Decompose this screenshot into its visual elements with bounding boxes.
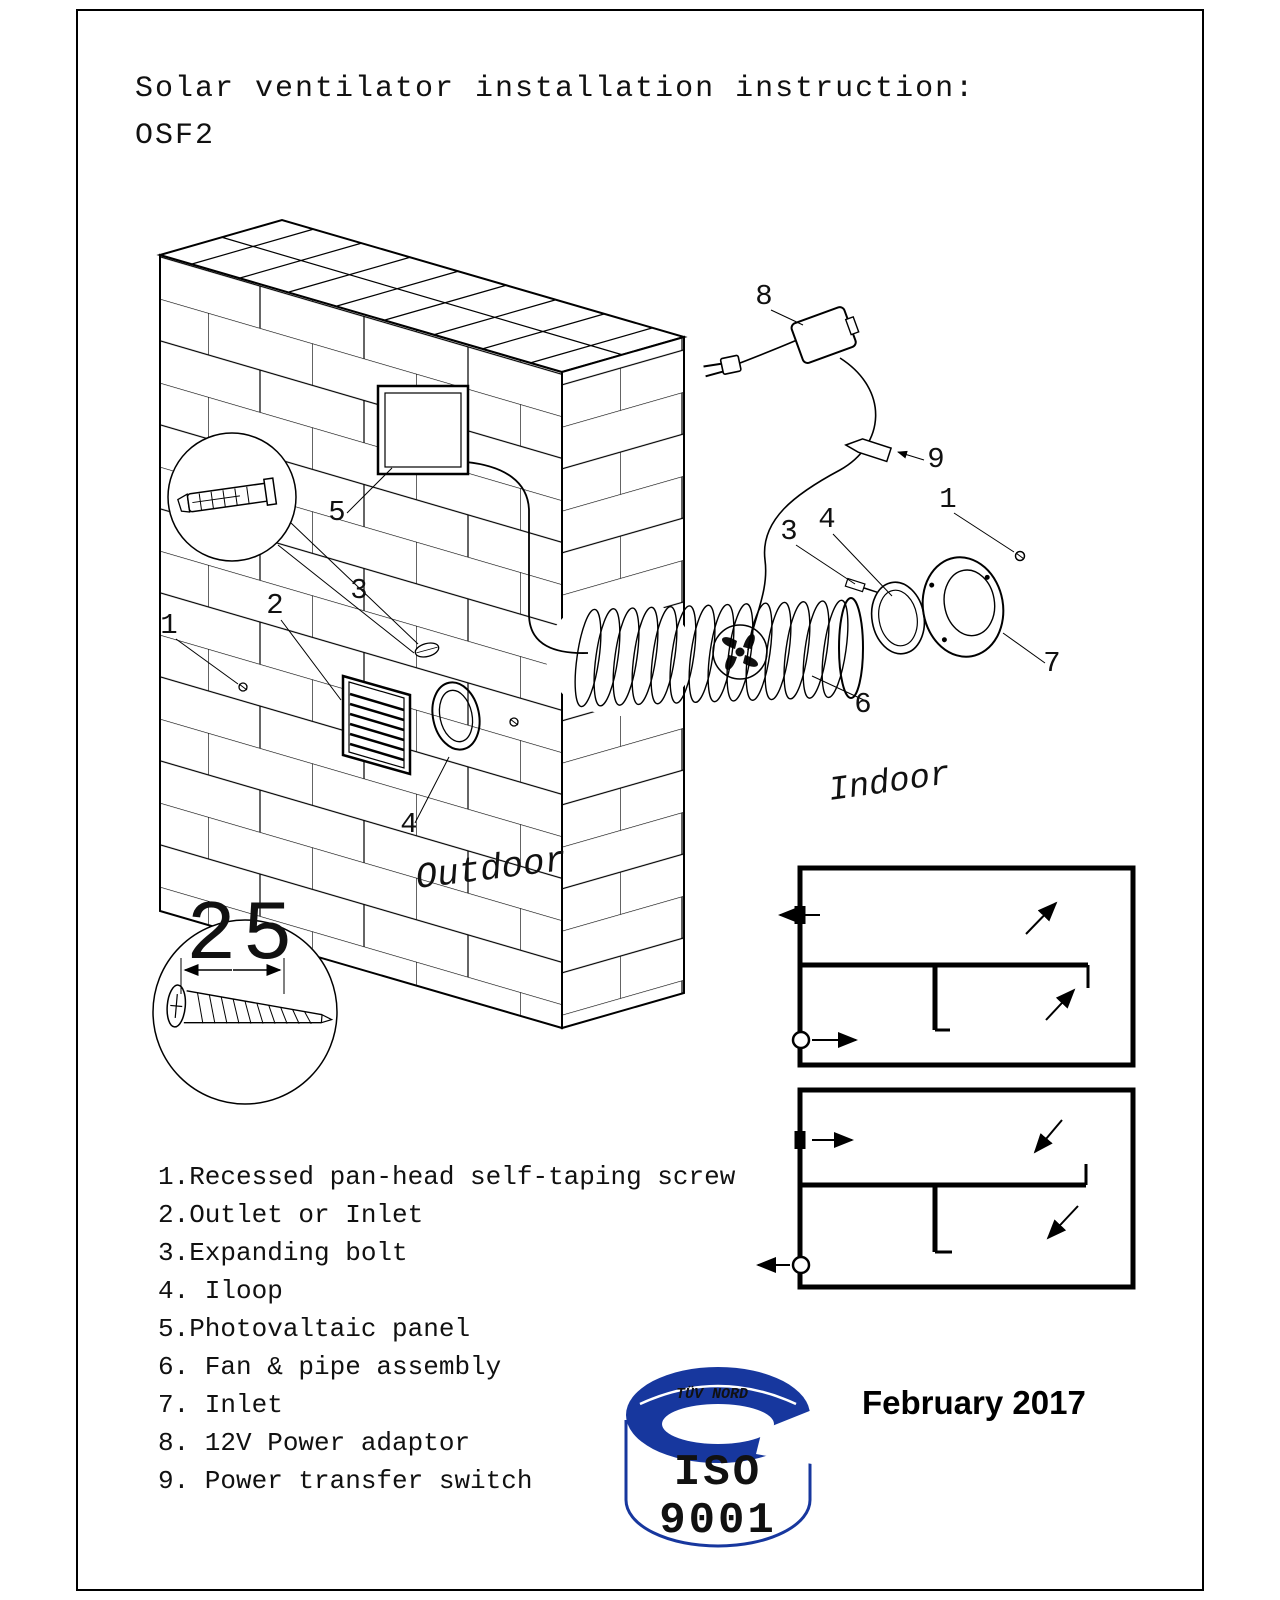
callout-7: 7	[1043, 647, 1061, 680]
airflow-arrow	[1046, 990, 1074, 1020]
callout-3-left: 3	[350, 574, 368, 607]
callout-9: 9	[927, 443, 945, 476]
legend-item-2: 2.Outlet or Inlet	[158, 1200, 424, 1230]
legend-item-6: 6. Fan & pipe assembly	[158, 1352, 502, 1382]
airflow-arrow	[1026, 903, 1056, 934]
callout-3-right: 3	[780, 515, 798, 548]
tuv-nord-label: TÜV NORD	[675, 1386, 749, 1403]
callout-4-left: 4	[400, 808, 418, 841]
outdoor-label: Outdoor	[413, 839, 569, 899]
legend-item-4: 4. Iloop	[158, 1276, 283, 1306]
power-adaptor	[790, 304, 863, 365]
legend-item-3: 3.Expanding bolt	[158, 1238, 408, 1268]
inlet-flange	[915, 551, 1011, 663]
callout-5: 5	[328, 496, 346, 529]
adaptor-cord	[748, 358, 876, 650]
legend-item-5: 5.Photovaltaic panel	[158, 1314, 471, 1344]
legend-item-1: 1.Recessed pan-head self-taping screw	[158, 1162, 736, 1192]
plug-cord	[740, 340, 797, 363]
inlet-symbol	[793, 1032, 809, 1048]
wall-plug	[703, 355, 742, 378]
pan-head-screw-part	[1016, 552, 1025, 561]
revision-date: February 2017	[862, 1384, 1086, 1421]
callout-4-right: 4	[818, 503, 836, 536]
title-line-2: OSF2	[135, 119, 216, 153]
iso-label: ISO	[673, 1448, 763, 1498]
callout-2: 2	[266, 589, 284, 622]
callout-8: 8	[755, 280, 773, 313]
legend-item-7: 7. Inlet	[158, 1390, 283, 1420]
iso-number-label: 9001	[659, 1496, 777, 1546]
outlet-symbol	[793, 1257, 809, 1273]
callout-1-right: 1	[939, 483, 957, 516]
callout-1-left: 1	[160, 609, 178, 642]
indoor-label: Indoor	[826, 756, 953, 811]
schematic-room-intake	[758, 1090, 1133, 1287]
dimension-value: 25	[186, 889, 299, 984]
parts-legend	[158, 1158, 735, 1500]
title-line-1: Solar ventilator installation instruction:	[135, 72, 976, 106]
legend-item-9: 9. Power transfer switch	[158, 1466, 533, 1496]
callout-6: 6	[854, 688, 872, 721]
photovoltaic-panel	[378, 386, 468, 474]
schematic-room-exhaust	[780, 868, 1133, 1065]
hoop-part	[866, 578, 930, 658]
airflow-arrow	[1035, 1120, 1062, 1152]
power-transfer-switch	[845, 435, 891, 462]
airflow-arrow	[1048, 1206, 1078, 1238]
legend-item-8: 8. 12V Power adaptor	[158, 1428, 471, 1458]
duct-fan	[713, 625, 767, 679]
